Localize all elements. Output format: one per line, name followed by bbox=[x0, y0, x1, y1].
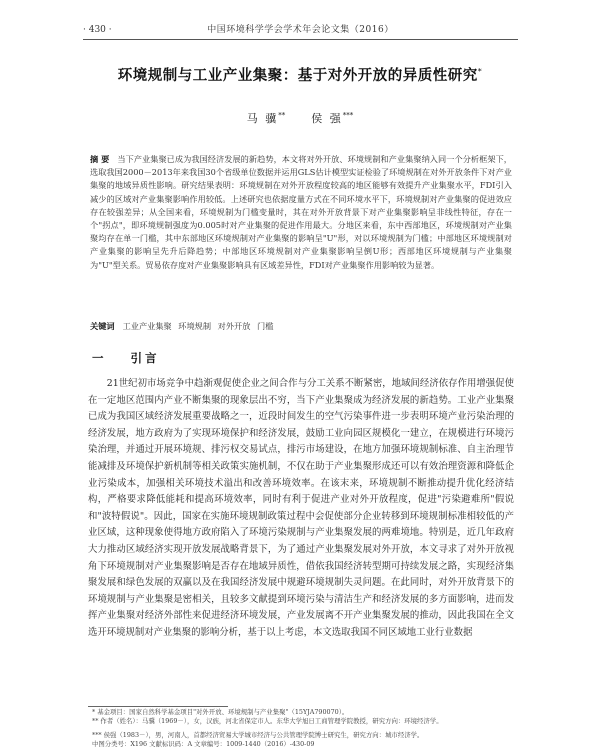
footnote-classification: 中图分类号：X196 文献标识码：A 文章编号：1009-1440（2016）-430-09 bbox=[92, 740, 315, 749]
keywords-text: 工业产业集聚 环境规制 对外开放 门槛 bbox=[122, 321, 274, 331]
section-number: 一 bbox=[92, 351, 107, 365]
footnotes bbox=[92, 708, 516, 750]
author-footnote-mark: *** bbox=[342, 111, 354, 120]
author-name: 马 骥 bbox=[246, 112, 279, 125]
footnote-author2: *** 侯强（1983－），男，河南人，首都经济贸易大学城市经济与公共管理学院博士研究生，研究方向：城市经济学。 bbox=[92, 730, 424, 739]
author-name: 侯 强 bbox=[311, 112, 343, 125]
section-title: 引言 bbox=[130, 351, 160, 365]
paper-title bbox=[60, 64, 540, 85]
abstract-text: 当下产业集聚已成为我国经济发展的新趋势，本文将对外开放、环境规制和产业集聚纳入同一个分析框架下，选取我国2000－2013年来我国30个省级单位数据并运用GLS估计模型实证检验了环境规制在对外开放条件下对产业集聚的地域异质性影响。研究结果表明：环境规制在对外开放程度较高的地区能够有效提升产业集聚水平，FDI引入减少的区域对产业集聚影响作用较低。上述研究也依据度量方式在不同环境水平下，环境规制对产业集聚的促进效应存在较强差异；从全国来看，环境规制为门槛变量时，其在对外开放背景下对产业集聚影响呈非线性特征，存在一个"拐点"，即环境规制强度为0.005时对产业集聚的促进作用最大。分地区来看，东中西部地区，环境规制对产业集聚均存在单一门槛，其中东部地区环境规制对产业集聚的影响呈"U"形，对以环境规制为门槛；中部地区环境规制对产业集聚的影响呈先升后降趋势；中部地区环境规制对产业集聚影响呈倒U形；西部地区环境规制与产业集聚为"U"型关系。贸易依存度对产业集聚影响具有区域差异性，FDI对产业集聚作用影响较为显著。 bbox=[90, 154, 512, 270]
title-footnote-mark: * bbox=[477, 67, 483, 77]
body-text bbox=[88, 376, 514, 642]
body-paragraph: 21世纪初市场竞争中趋渐观促使企业之间合作与分工关系不断紧密，地域间经济依存作用增强促使在一定地区范围内产业不断集聚的现象层出不穷，当下产业集聚成为经济发展的新趋势。工业产业集聚已成为我国区域经济发展重要战略之一，近段时间发生的空气污染事件进一步表明环境产业污染治理的经济发展，地方政府为了实现环境保护和经济发展，鼓励工业向园区规模化一建立，在规模进行环境污染治理，并通过开展环境规、排污权交易试点，排污市场建设，在地方加强环境规制标准、自主治理节能减排及环境保护新机制等相关政策实施机制，不仅在助于产业集聚形成还可以有效治理资源和降低企业污染成本，加强相关环境技术溢出和改善环境效率。在该末来，环境规制不断推动提升优化经济结构，严格要求降低能耗和提高环境效率，同时有利于促进产业对外开放程度，促进"污染避难所"假说和"波特假说"。因此，国家在实施环境规制政策过程中会促使部分企业转移到环境规制标准相较低的产业区域，这种现象使得地方政府陷入了环境污染规制与产业集聚发展的两难境地。特别是，近几年政府大力推动区域经济实现开放发展战略背景下，为了通过产业集聚发展对外开放，本文寻求了对外开放视角下环境规制对产业集聚影响是否存在地域异质性，借依我国经济转型期可持续发展之路，实现经济集聚发展和绿色发展的双赢以及在我国经济发展中规避环境规制失灵问题。在此同时，对外开放背景下的环境规制与产业集聚是密相关，且较多文献提到环境污染与清洁生产和经济发展的多方面影响，进而发挥产业集聚对经济外部性来促进经济环境发展，产业发展离不开产业集聚发展的推动，因此我国在全文选开环境规制对产业集聚的影响分析，基于以上考虑，本文选取我国不同区域地工业行业数据 bbox=[88, 378, 514, 638]
page-number: · 430 · bbox=[83, 25, 112, 35]
keywords bbox=[90, 320, 512, 333]
paper-title-text: 环境规制与工业产业集聚：基于对外开放的异质性研究 bbox=[117, 68, 478, 84]
running-header bbox=[83, 22, 518, 38]
keywords-label: 关键词 bbox=[90, 321, 115, 331]
section-heading bbox=[92, 350, 160, 366]
journal-title: 中国环境科学学会学术年会论文集（2016） bbox=[207, 25, 394, 35]
author-line bbox=[0, 110, 600, 126]
author-footnote-mark: ** bbox=[278, 111, 286, 120]
footnote-divider bbox=[88, 706, 228, 707]
footnote-funding: * 基金项目：国家自然科学基金项目"对外开放、环境规制与产业集聚"（15YJA790070）。 bbox=[92, 708, 349, 716]
footnote-author1: ** 作者（姓名）：马骥（1969－），女，汉族，河北省保定市人。东华大学旭日工商管理学院教授，研究方向：环境经济学。 bbox=[92, 717, 443, 726]
abstract-label: 摘 要 bbox=[90, 154, 110, 164]
header-divider bbox=[83, 39, 518, 40]
abstract bbox=[90, 153, 512, 272]
